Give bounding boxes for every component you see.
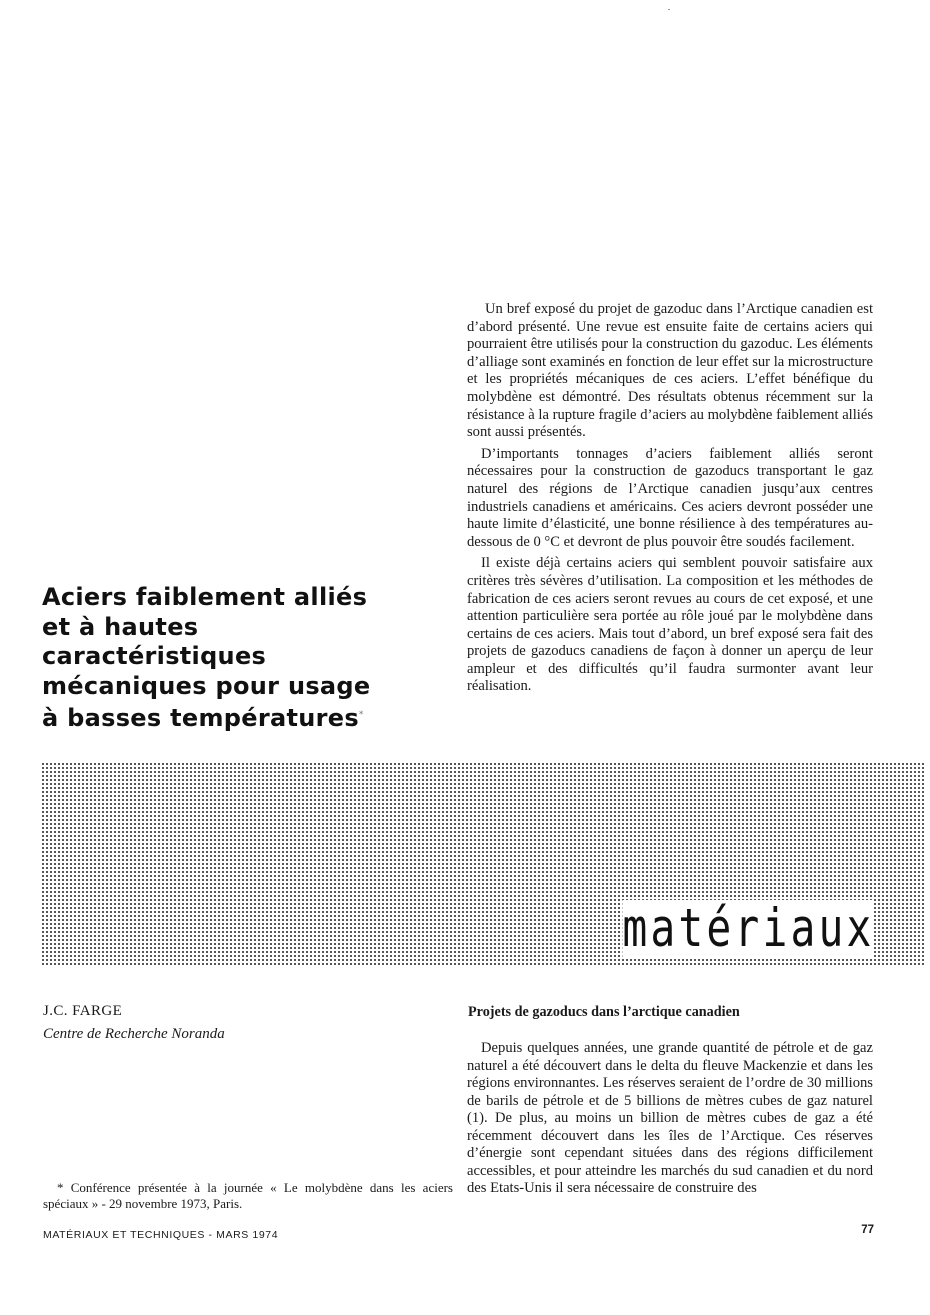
author-affiliation: Centre de Recherche Noranda: [43, 1026, 225, 1042]
title-line: Aciers faiblement alliés: [42, 583, 368, 611]
title-footnote-marker: *: [358, 710, 364, 720]
abstract-paragraph: Un bref exposé du projet de gazoduc dans l’Arctique canadien est d’abord présenté. Une revue est ensuite faite de certains aciers qui pourraient être utilisés pour la construction du gazoduc. Les éléments d’alliage sont examinés en fonction de leur effet sur la microstructure et les propriétés mécaniques de ces aciers. L’effet bénéfique du molybdène est démontré. Des résultats obtenus récemment sur la résistance à la rupture fragile d’aciers au molybdène faiblement alliés sont aussi présentés.: [467, 301, 873, 441]
title-line: mécaniques pour usage: [42, 671, 371, 700]
section-body: Depuis quelques années, une grande quantité de pétrole et de gaz naturel a été découvert dans le delta du fleuve Mackenzie et dans les régions environnantes. Les réserves seraient de l’ordre de 30 millions de barils de pétrole et de 5 billions de mètres cubes de gaz naturel (1). De plus, au moins un billion de mètres cubes de gaz a été récemment découvert dans les îles de l’Arctique. Ces réserves d’énergie sont cependant situées dans des régions difficilement accessibles, et pour atteindre les marchés du sud canadien et du nord des Etats-Unis il sera nécessaire de construire des: [467, 1040, 873, 1196]
abstract: [467, 301, 873, 700]
running-head: MATÉRIAUX ET TECHNIQUES - MARS 1974: [43, 1229, 279, 1241]
article-title: [42, 583, 434, 734]
abstract-paragraph: Il existe déjà certains aciers qui semblent pouvoir satisfaire aux critères très sévères d’utilisation. La composition et les méthodes de fabrication de ces aciers seront revues au cours de cet exposé, et une attention particulière sera portée au rôle joué par le molybdène dans certains de ces aciers. Mais tout d’abord, un bref exposé sera fait des projets de gazoducs canadiens de façon à donner un aperçu de leur ampleur et des difficultés qu’il faudra surmonter avant leur réalisation.: [467, 555, 873, 695]
abstract-paragraph: D’importants tonnages d’aciers faiblement alliés seront nécessaires pour la construction de gazoducs transportant le gaz naturel des régions de l’Arctique canadien jusqu’aux centres industriels canadiens et américains. Ces aciers devront posséder une haute limite d’élasticité, une bonne résilience à des températures au-dessous de 0 °C et devront de plus pouvoir être soudés facilement.: [467, 445, 873, 550]
scan-speck: [668, 9, 670, 10]
title-line: caractéristiques: [42, 642, 267, 670]
section-heading: Projets de gazoducs dans l’arctique canadien: [468, 1004, 740, 1020]
title-line: et à hautes: [42, 612, 199, 641]
section-band-label: matériaux: [622, 898, 875, 959]
footnote: * Conférence présentée à la journée « Le molybdène dans les aciers spéciaux » - 29 novembre 1973, Paris.: [43, 1180, 453, 1211]
title-line: à basses températures: [42, 704, 359, 732]
author-name: J.C. FARGE: [43, 1003, 123, 1019]
page-number: 77: [861, 1224, 874, 1236]
